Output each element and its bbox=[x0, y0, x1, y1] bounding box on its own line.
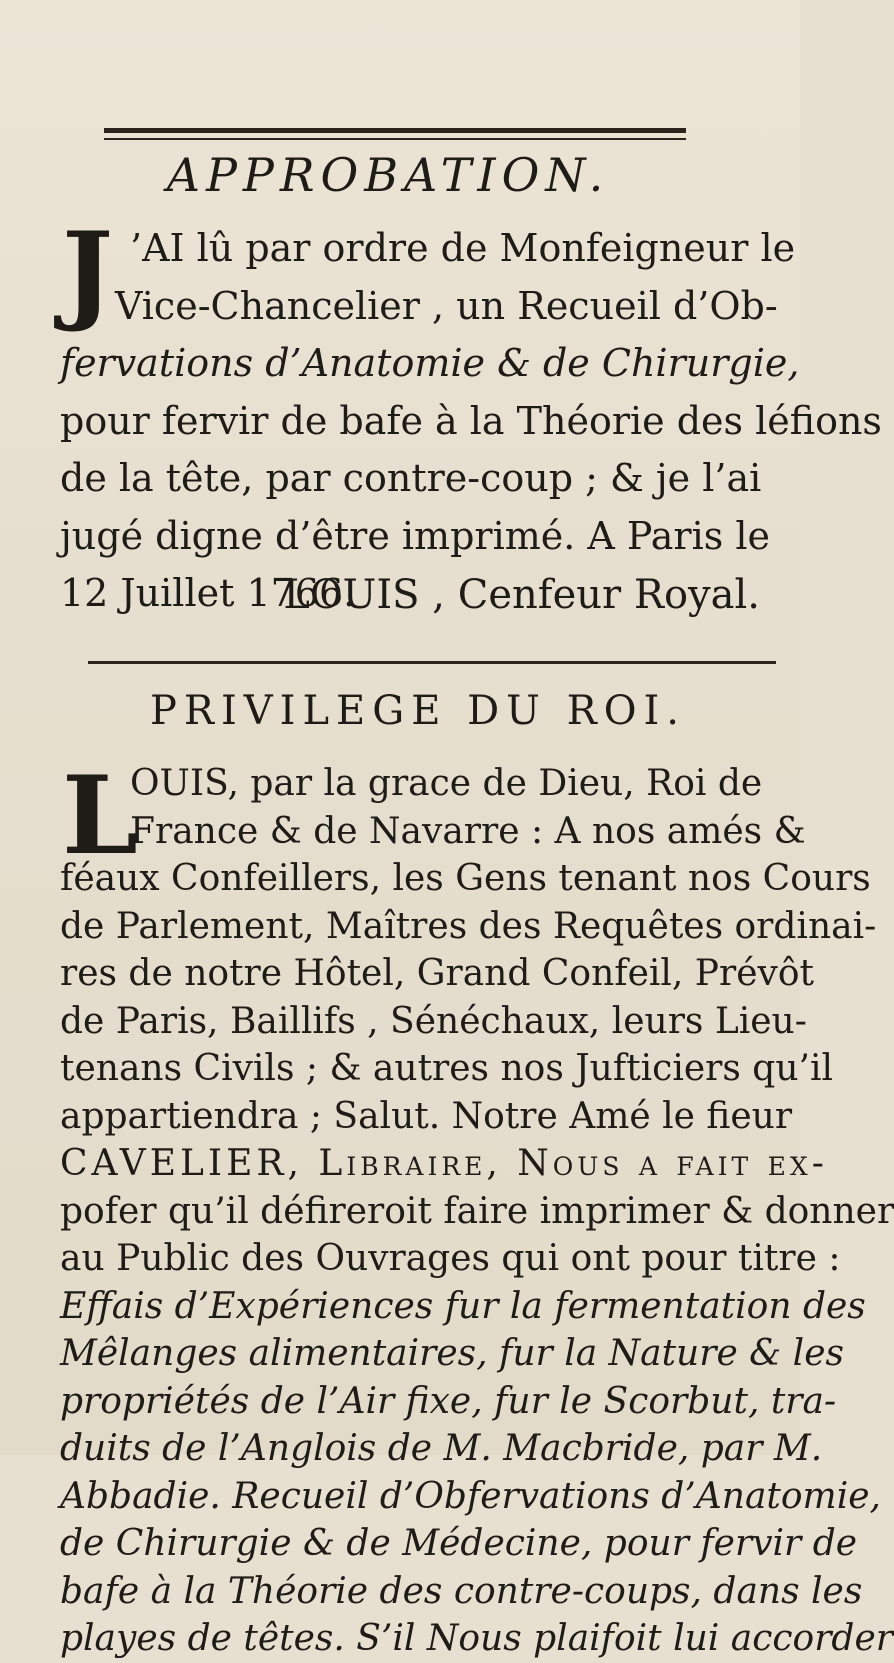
approbation-drop-cap: J bbox=[62, 209, 114, 335]
privilege-line-7: tenans Civils ; & autres nos Jufticiers qu’il bbox=[60, 1048, 833, 1089]
approbation-line-2: Vice-Chancelier , un Recueil d’Ob- bbox=[115, 283, 778, 328]
privilege-line-19: playes de têtes. S’il Nous plaifoit lui accorder bbox=[60, 1618, 893, 1659]
privilege-line-5: res de notre Hôtel, Grand Confeil, Prévôt bbox=[60, 953, 815, 994]
privilege-line-6: de Paris, Baillifs , Sénéchaux, leurs Lieu- bbox=[60, 1000, 807, 1042]
censor-signature: LOUIS , Cenfeur Royal. bbox=[283, 572, 760, 618]
privilege-line-15: duits de l’Anglois de M. Macbride, par M. bbox=[60, 1428, 823, 1469]
privilege-line-12: Effais d’Expériences fur la fermentation des bbox=[60, 1285, 866, 1327]
privilege-line-8: appartiendra ; Salut. Notre Amé le fieur bbox=[60, 1095, 793, 1137]
privilege-line-16: Abbadie. Recueil d’Obfervations d’Anatomie, bbox=[60, 1475, 881, 1517]
privilege-line-4: de Parlement, Maîtres des Requêtes ordinai- bbox=[60, 905, 877, 947]
privilege-heading: PRIVILEGE DU ROI. bbox=[149, 688, 687, 734]
privilege-line-2: France & de Navarre : A nos amés & bbox=[130, 810, 806, 852]
privilege-line-17: de Chirurgie & de Médecine, pour fervir de bbox=[60, 1523, 858, 1564]
top-border-rule bbox=[104, 128, 686, 133]
approbation-line-5: de la tête, par contre-coup ; & je l’ai bbox=[60, 456, 762, 500]
privilege-line-14: propriétés de l’Air fixe, fur le Scorbut, tra- bbox=[60, 1380, 837, 1422]
privilege-line-3: féaux Confeillers, les Gens tenant nos Cours bbox=[60, 858, 871, 899]
privilege-line-18: bafe à la Théorie des contre-coups, dans les bbox=[60, 1570, 863, 1612]
privilege-line-9: CAVELIER, Libraire, Nous a fait ex- bbox=[60, 1143, 828, 1184]
approbation-heading: APPROBATION. bbox=[166, 148, 610, 202]
privilege-line-1: OUIS, par la grace de Dieu, Roi de bbox=[130, 763, 763, 804]
privilege-line-11: au Public des Ouvrages qui ont pour titre : bbox=[60, 1238, 841, 1279]
approbation-body bbox=[60, 209, 882, 623]
privilege-line-10: pofer qu’il défireroit faire imprimer & donner bbox=[60, 1190, 894, 1232]
approbation-line-1: ’AI lû par ordre de Monfeigneur le bbox=[130, 226, 796, 270]
approbation-line-4: pour fervir de bafe à la Théorie des léfions bbox=[60, 398, 882, 443]
section-divider-rule bbox=[88, 661, 776, 664]
privilege-body bbox=[60, 753, 894, 1663]
top-border-rule-thin bbox=[104, 138, 686, 140]
approbation-line-6: jugé digne d’être imprimé. A Paris le bbox=[60, 513, 770, 558]
approbation-line-3: fervations d’Anatomie & de Chirurgie, bbox=[60, 341, 800, 385]
privilege-line-13: Mêlanges alimentaires, fur la Nature & les bbox=[60, 1333, 844, 1374]
approbation-line-7: 12 Juillet 1766. bbox=[60, 571, 356, 615]
privilege-drop-cap: L bbox=[62, 753, 138, 879]
